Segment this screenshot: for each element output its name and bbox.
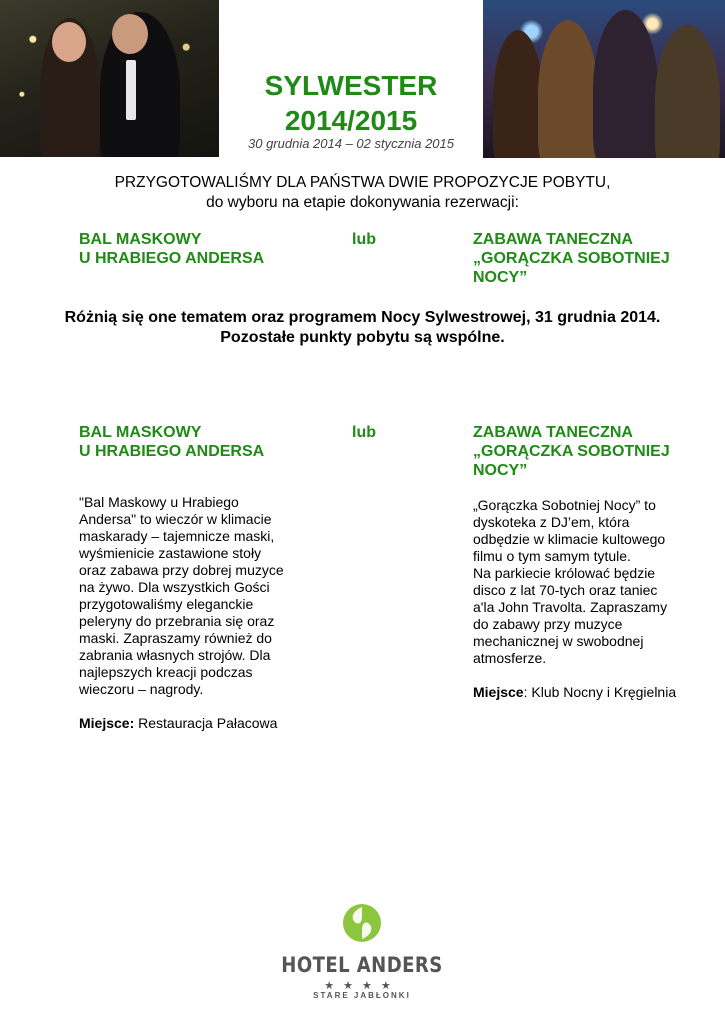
photo-masquerade-couple bbox=[0, 0, 219, 157]
photo-party-women bbox=[483, 0, 725, 158]
venue-label: Miejsce: bbox=[79, 715, 135, 731]
section-right-line1: ZABAWA TANECZNA bbox=[473, 424, 633, 441]
venue-masquerade-ball bbox=[79, 715, 329, 732]
hotel-logo-icon bbox=[342, 903, 382, 943]
intro-line2: do wyboru na etapie dokonywania rezerwacji: bbox=[206, 194, 519, 211]
option-right-line3: NOCY” bbox=[473, 269, 528, 286]
description-line: na żywo. Dla wszystkich Gości bbox=[79, 579, 270, 595]
description-line: atmosferze. bbox=[473, 650, 547, 666]
venue-label: Miejsce bbox=[473, 684, 524, 700]
section-right-line2: „GORĄCZKA SOBOTNIEJ bbox=[473, 443, 670, 460]
hotel-logo-stars: ★★★★ bbox=[324, 980, 400, 992]
description-line: "Bal Maskowy u Hrabiego bbox=[79, 494, 239, 510]
option-right-line2: „GORĄCZKA SOBOTNIEJ bbox=[473, 250, 670, 267]
section-right-line3: NOCY” bbox=[473, 462, 528, 479]
section-left-line1: BAL MASKOWY bbox=[79, 424, 202, 441]
description-line: wyśmienicie zastawione stoły bbox=[79, 545, 262, 561]
description-line: dyskoteka z DJ’em, która bbox=[473, 514, 630, 530]
description-line: mechanicznej w swobodnej bbox=[473, 633, 644, 649]
description-masquerade-ball bbox=[79, 494, 329, 732]
hotel-logo-name: HOTEL ANDERS bbox=[281, 953, 443, 977]
section-left-line2: U HRABIEGO ANDERSA bbox=[79, 443, 265, 460]
description-line: maski. Zapraszamy również do bbox=[79, 630, 272, 646]
description-line: zabrania własnych strojów. Dla bbox=[79, 647, 271, 663]
summary-line2: Pozostałe punkty pobytu są wspólne. bbox=[220, 329, 505, 346]
event-dates: 30 grudnia 2014 – 02 stycznia 2015 bbox=[248, 136, 454, 151]
option-or: lub bbox=[352, 231, 376, 248]
description-line: a'la John Travolta. Zapraszamy bbox=[473, 599, 668, 615]
event-title-line1: SYLWESTER bbox=[264, 70, 438, 101]
venue-value: : Klub Nocny i Kręgielnia bbox=[523, 684, 677, 700]
hotel-logo-subtitle: STARE JABŁONKI bbox=[313, 991, 411, 1000]
venue-value: Restauracja Pałacowa bbox=[134, 715, 278, 731]
description-line: przygotowaliśmy eleganckie bbox=[79, 596, 254, 612]
description-line: peleryny do przebrania się oraz bbox=[79, 613, 275, 629]
description-line: odbędzie w klimacie kultowego bbox=[473, 531, 666, 547]
description-line: Na parkiecie królować będzie bbox=[473, 565, 656, 581]
option-left-line1: BAL MASKOWY bbox=[79, 231, 202, 248]
description-line: „Gorączka Sobotniej Nocy” to bbox=[473, 497, 656, 513]
option-left-line2: U HRABIEGO ANDERSA bbox=[79, 250, 265, 267]
venue-saturday-night-fever bbox=[473, 684, 713, 701]
description-line: maskarady – tajemnicze maski, bbox=[79, 528, 275, 544]
summary-line1: Różnią się one tematem oraz programem Nocy Sylwestrowej, 31 grudnia 2014. bbox=[64, 309, 661, 326]
description-line: do zabawy przy muzyce bbox=[473, 616, 623, 632]
description-line: najlepszych kreacji podczas bbox=[79, 664, 253, 680]
description-line: filmu o tym samym tytule. bbox=[473, 548, 631, 564]
description-line: disco z lat 70-tych oraz taniec bbox=[473, 582, 658, 598]
description-saturday-night-fever bbox=[473, 497, 713, 701]
description-line: wieczoru – nagrody. bbox=[79, 681, 204, 697]
section-or: lub bbox=[352, 424, 376, 441]
description-line: Andersa" to wieczór w klimacie bbox=[79, 511, 272, 527]
option-right-line1: ZABAWA TANECZNA bbox=[473, 231, 633, 248]
event-title-line2: 2014/2015 bbox=[284, 105, 418, 136]
intro-line1: PRZYGOTOWALIŚMY DLA PAŃSTWA DWIE PROPOZYCJE POBYTU, bbox=[114, 174, 611, 191]
description-line: oraz zabawa przy dobrej muzyce bbox=[79, 562, 284, 578]
